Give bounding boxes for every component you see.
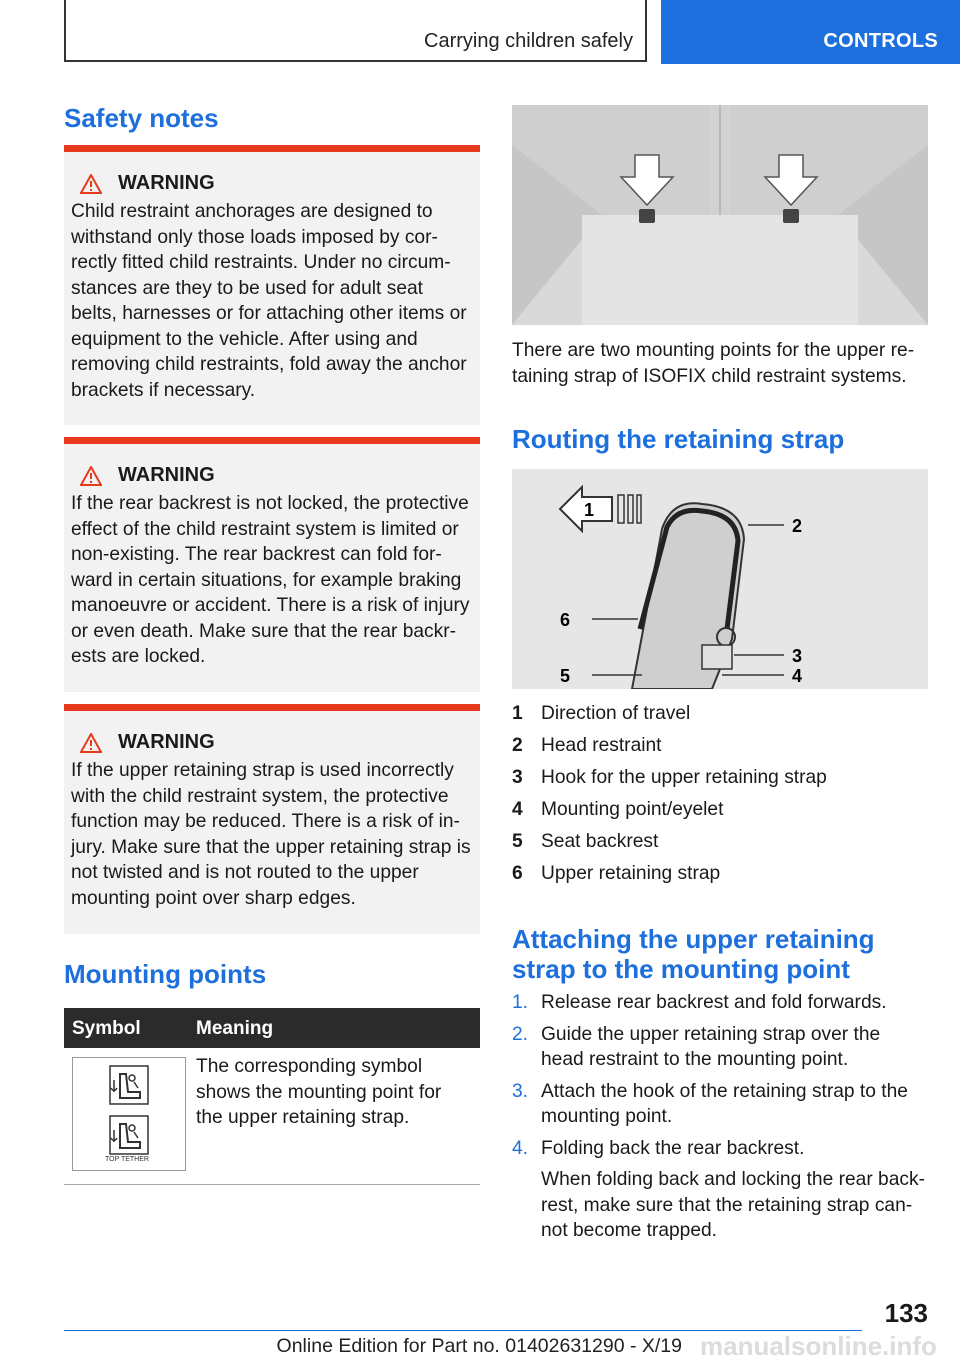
list-item <box>512 990 928 1016</box>
warning-icon <box>80 466 102 486</box>
step-number: 2. <box>512 1023 529 1045</box>
attach-steps <box>512 990 928 1250</box>
legend-number: 3 <box>512 767 523 788</box>
list-item <box>512 1022 928 1073</box>
legend-number: 4 <box>512 799 523 820</box>
mounting-points-heading: Mounting points <box>64 959 267 989</box>
routing-diagram <box>512 469 928 689</box>
watermark: manualsonline.info <box>700 1331 937 1361</box>
top-tether-icon <box>110 1116 148 1154</box>
diagram-label-3: 3 <box>792 646 803 666</box>
routing-heading: Routing the retaining strap <box>512 424 845 454</box>
warning-text: If the upper retaining strap is used incorrectly with the child restraint system, the protective function may be reduced. There is a risk of injury. Make sure that the upper retaining strap is not twisted and is not routed to the upper mounting point over sharp edges. <box>71 760 471 909</box>
step-text: Folding back the rear backrest. <box>541 1137 805 1159</box>
warning-icon <box>80 174 102 194</box>
top-tether-symbol <box>72 1057 186 1171</box>
legend-text: Hook for the upper retaining strap <box>541 767 827 788</box>
list-item <box>512 826 928 858</box>
diagram-label-1: 1 <box>584 500 595 520</box>
legend-text: Upper retaining strap <box>541 863 721 884</box>
mounting-points-photo <box>512 105 928 325</box>
diagram-label-5: 5 <box>560 666 571 686</box>
attach-heading: Attaching the upper retaining strap to the mounting point <box>512 924 875 985</box>
safety-notes-heading: Safety notes <box>64 103 219 133</box>
warning-label: WARNING <box>118 172 215 194</box>
warning-box-3 <box>64 704 480 934</box>
legend-number: 2 <box>512 735 523 756</box>
diagram-label-6: 6 <box>560 610 571 630</box>
step-text: Guide the upper retaining strap over the head restraint to the mounting point. <box>541 1023 881 1070</box>
top-tether-caption: TOP TETHER <box>105 1156 149 1163</box>
list-item <box>512 730 928 762</box>
legend-number: 5 <box>512 831 523 852</box>
mounting-table <box>64 1008 480 1185</box>
list-item <box>512 858 928 890</box>
step-note-text: When folding back and locking the rear backrest, make sure that the retaining strap cannot become trapped. <box>541 1169 925 1241</box>
legend-text: Direction of travel <box>541 703 691 724</box>
list-item <box>512 762 928 794</box>
list-item <box>512 794 928 826</box>
photo-caption: There are two mounting points for the upper retaining strap of ISOFIX child restraint systems. <box>512 340 915 387</box>
warning-text: If the rear backrest is not locked, the protective effect of the child restraint system is limited or non-existing. The rear backrest can fold forward in certain situations, for example braking manoeuvre or accident. There is a risk of injury or even death. Make sure that the rear backrests are locked. <box>71 493 470 667</box>
step-number: 4. <box>512 1137 529 1159</box>
edition-footer: Online Edition for Part no. 01402631290 - X/19 <box>276 1335 682 1357</box>
list-item <box>512 1079 928 1130</box>
legend-text: Head restraint <box>541 735 662 756</box>
col-meaning-header: Meaning <box>196 1018 274 1039</box>
step-number: 3. <box>512 1080 529 1102</box>
legend-number: 6 <box>512 863 523 884</box>
meaning-text: The corresponding symbol shows the mounting point for the upper retaining strap. <box>196 1056 442 1128</box>
step-text: Release rear backrest and fold forwards. <box>541 992 887 1013</box>
diagram-label-2: 2 <box>792 516 803 536</box>
legend-number: 1 <box>512 703 523 724</box>
chapter-tab[interactable] <box>661 0 960 64</box>
warning-label: WARNING <box>118 731 215 753</box>
step-number: 1. <box>512 992 529 1013</box>
warning-text: Child restraint anchorages are designed to withstand only those loads imposed by correctly fitted child restraints. Under no circumstances are they to be used for adult seat belts, harnesses or for attaching other items or equipment to the vehicle. After using and removing child restraints, fold away the anchor brackets if necessary. <box>71 201 467 401</box>
header-box <box>64 0 647 62</box>
table-row <box>64 1048 480 1185</box>
diagram-legend <box>512 698 928 890</box>
warning-box-2 <box>64 437 480 692</box>
section-title: Carrying children safely <box>424 30 633 52</box>
page-number: 133 <box>884 1298 928 1328</box>
warning-box-1 <box>64 145 480 425</box>
table-header <box>64 1008 480 1048</box>
legend-text: Mounting point/eyelet <box>541 799 724 820</box>
list-item <box>512 698 928 730</box>
chapter-tab-label: CONTROLS <box>823 30 938 52</box>
col-symbol-header: Symbol <box>72 1018 141 1039</box>
diagram-label-4: 4 <box>792 666 803 686</box>
step-text: Attach the hook of the retaining strap to the mounting point. <box>541 1080 908 1127</box>
list-item <box>512 1136 928 1162</box>
warning-label: WARNING <box>118 464 215 486</box>
legend-text: Seat backrest <box>541 831 659 852</box>
warning-icon <box>80 733 102 753</box>
step-note <box>512 1167 928 1244</box>
isofix-seat-icon <box>110 1066 148 1104</box>
